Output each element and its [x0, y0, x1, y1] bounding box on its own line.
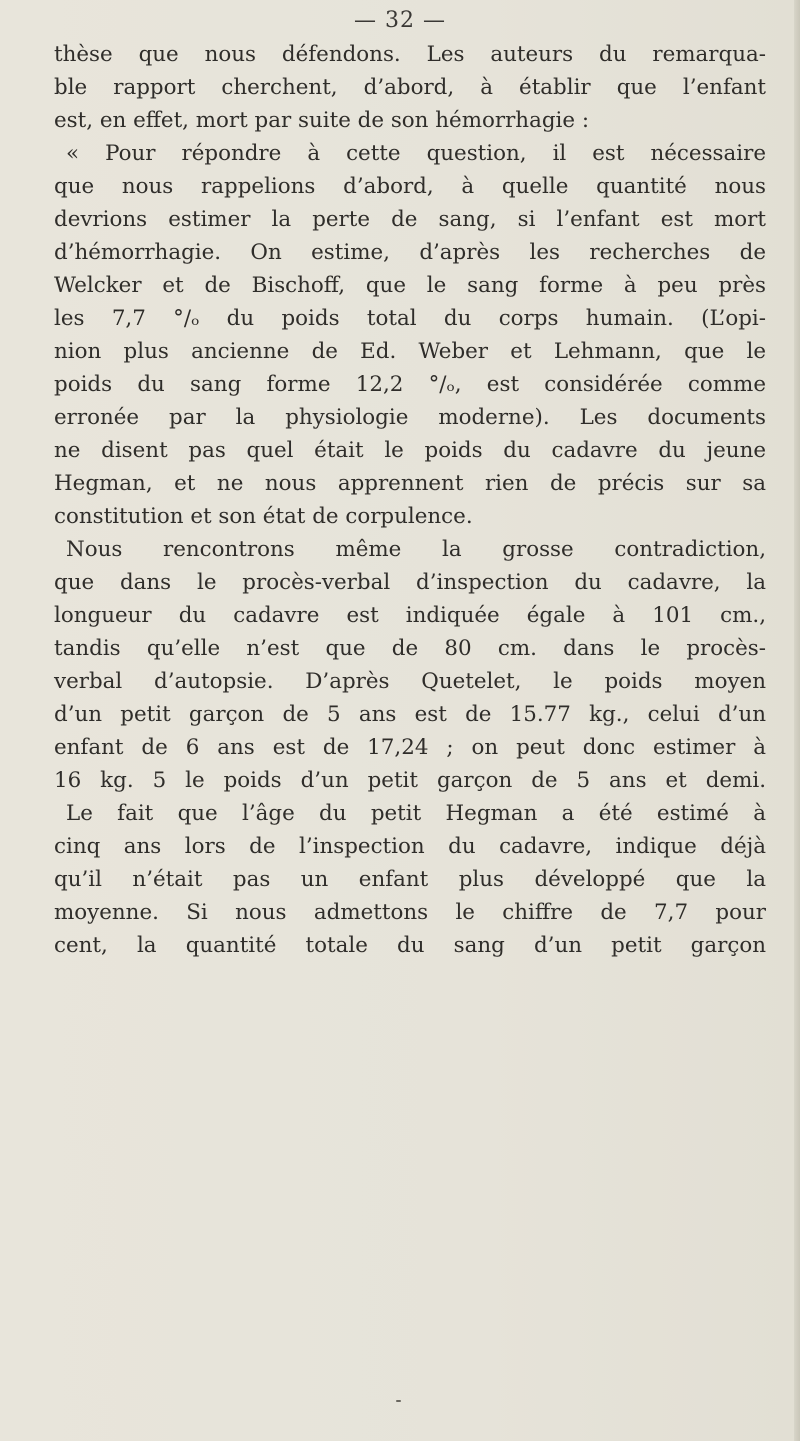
- text-line: erronée par la physiologie moderne). Les documents: [54, 405, 766, 430]
- quote-start-line: « Pour répondre à cette question, il est nécessaire: [66, 141, 766, 166]
- text-line: les 7,7 °/ₒ du poids total du corps humain. (L’opi-: [54, 306, 766, 331]
- text-line: devrions estimer la perte de sang, si l’enfant est mort: [54, 207, 766, 232]
- paper-speck: [396, 1400, 401, 1402]
- text-line: longueur du cadavre est indiquée égale à 101 cm.,: [54, 603, 766, 628]
- page-number: — 32 —: [354, 8, 446, 33]
- text-line: moyenne. Si nous admettons le chiffre de 7,7 pour: [54, 900, 766, 925]
- text-line: Hegman, et ne nous apprennent rien de précis sur sa: [54, 471, 766, 496]
- text-line: que nous rappelions d’abord, à quelle quantité nous: [54, 174, 766, 199]
- text-line: poids du sang forme 12,2 °/ₒ, est considérée comme: [54, 372, 766, 397]
- text-line: nion plus ancienne de Ed. Weber et Lehmann, que le: [54, 339, 766, 364]
- text-line: ble rapport cherchent, d’abord, à établir que l’enfant: [54, 75, 766, 100]
- text-line: ne disent pas quel était le poids du cadavre du jeune: [54, 438, 766, 463]
- text-line: d’hémorrhagie. On estime, d’après les recherches de: [54, 240, 766, 265]
- text-line: 16 kg. 5 le poids d’un petit garçon de 5 ans et demi.: [54, 768, 766, 793]
- text-line: verbal d’autopsie. D’après Quetelet, le poids moyen: [54, 669, 766, 694]
- text-line: Le fait que l’âge du petit Hegman a été estimé à: [66, 801, 766, 826]
- text-line: cent, la quantité totale du sang d’un petit garçon: [54, 933, 766, 958]
- text-line: d’un petit garçon de 5 ans est de 15.77 kg., celui d’un: [54, 702, 766, 727]
- text-line: est, en effet, mort par suite de son hémorrhagie :: [54, 108, 590, 133]
- text-line: enfant de 6 ans est de 17,24 ; on peut donc estimer à: [54, 735, 766, 760]
- text-line: thèse que nous défendons. Les auteurs du remarqua-: [54, 42, 766, 67]
- text-line: cinq ans lors de l’inspection du cadavre, indique déjà: [54, 834, 766, 859]
- paragraph-start-line: Nous rencontrons même la grosse contradiction,: [66, 537, 766, 562]
- text-line: constitution et son état de corpulence.: [54, 504, 473, 529]
- text-line: qu’il n’était pas un enfant plus développé que la: [54, 867, 766, 892]
- text-line: que dans le procès-verbal d’inspection du cadavre, la: [54, 570, 766, 595]
- page-edge-shadow: [794, 0, 800, 1441]
- body-text: [54, 38, 766, 962]
- text-line: tandis qu’elle n’est que de 80 cm. dans le procès-: [54, 636, 766, 661]
- text-line: Welcker et de Bischoff, que le sang forme à peu près: [54, 273, 766, 298]
